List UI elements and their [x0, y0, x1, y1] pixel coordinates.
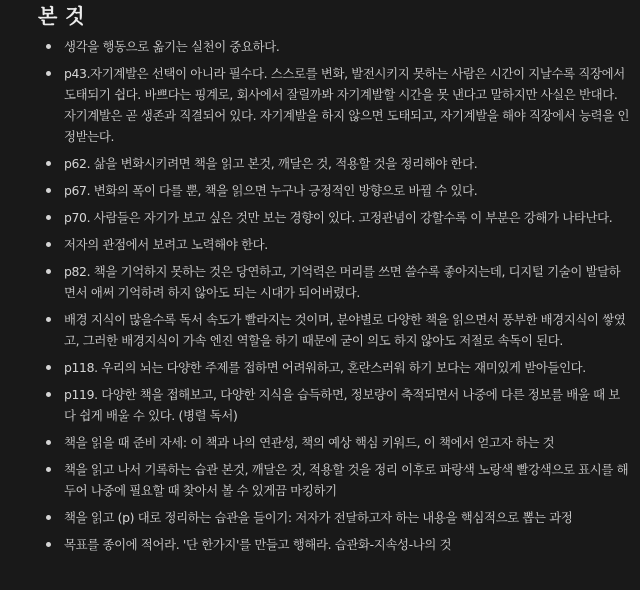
list-item-text: p43.자기계발은 선택이 아니라 필수다. 스스로를 변화, 발전시키지 못하는 사람은 시간이 지날수록 직장에서 도태되기 쉽다. 바쁘다는 핑계로, 회사에서 잘릴까봐 자기계발할 시간을 못 낸다고 말하지만 사실은 반대다. 자기계발은 곧 생존과 직결되어 있다. 자기계발을 하지 않으면 도태되고, 자기계발을 해야 직장에서 능력을 인정받는다. — [64, 66, 630, 144]
bullet-icon — [46, 467, 51, 472]
bullet-icon — [46, 317, 51, 322]
list-item-text: 배경 지식이 많을수록 독서 속도가 빨라지는 것이며, 분야별로 다양한 책을 읽으면서 풍부한 배경지식이 쌓였고, 그러한 배경지식이 가속 엔진 역할을 하기 때문에 굳이 의도 하지 않아도 저절로 속독이 된다. — [64, 312, 626, 348]
bullet-icon — [46, 215, 51, 220]
list-item-text: p119. 다양한 책을 접해보고, 다양한 지식을 습득하면, 정보량이 축적되면서 나중에 다른 정보를 배울 때 보다 쉽게 배울 수 있다. (병렬 독서) — [64, 387, 620, 423]
bullet-icon — [46, 71, 51, 76]
bullet-icon — [46, 392, 51, 397]
bullet-icon — [46, 242, 51, 247]
list-item-text: p67. 변화의 폭이 다를 뿐, 책을 읽으면 누구나 긍정적인 방향으로 바뀔 수 있다. — [64, 183, 478, 198]
bullet-icon — [46, 44, 51, 49]
list-item-text: 목표를 종이에 적어라. '단 한가지'를 만들고 행해라. 습관화-지속성-나의 것 — [64, 537, 452, 552]
list-item-text: p118. 우리의 뇌는 다양한 주제를 접하면 어려워하고, 혼란스러워 하기 보다는 재미있게 받아들인다. — [64, 360, 586, 375]
list-item-text: 책을 읽고 (p) 대로 정리하는 습관을 들이기: 저자가 전달하고자 하는 내용을 핵심적으로 뽑는 과정 — [64, 510, 573, 525]
bullet-icon — [46, 365, 51, 370]
list-item[interactable] — [38, 180, 640, 201]
list-item[interactable] — [38, 36, 640, 57]
list-item-text: p70. 사람들은 자기가 보고 싶은 것만 보는 경향이 있다. 고정관념이 강할수록 이 부분은 강해가 나타난다. — [64, 210, 613, 225]
list-item[interactable] — [38, 261, 640, 303]
bullet-icon — [46, 515, 51, 520]
list-item[interactable] — [38, 234, 640, 255]
bullet-icon — [46, 440, 51, 445]
bullet-icon — [46, 188, 51, 193]
list-item-text: 책을 읽을 때 준비 자세: 이 책과 나의 연관성, 책의 예상 핵심 키워드, 이 책에서 얻고자 하는 것 — [64, 435, 555, 450]
list-item[interactable] — [38, 207, 640, 228]
list-item[interactable] — [38, 309, 640, 351]
list-item[interactable] — [38, 459, 640, 501]
list-item[interactable] — [38, 357, 640, 378]
list-item[interactable] — [38, 534, 640, 555]
list-item-text: p62. 삶을 변화시키려면 책을 읽고 본것, 깨달은 것, 적용할 것을 정리해야 한다. — [64, 156, 478, 171]
list-item[interactable] — [38, 153, 640, 174]
list-item-text: 책을 읽고 나서 기록하는 습관 본것, 깨달은 것, 적용할 것을 정리 이후로 파랑색 노랑색 빨강색으로 표시를 해두어 나중에 필요할 때 찾아서 볼 수 있게끔 마킹하기 — [64, 462, 629, 498]
bullet-icon — [46, 542, 51, 547]
list-item[interactable] — [38, 63, 640, 147]
list-item-text: 저자의 관점에서 보려고 노력해야 한다. — [64, 237, 268, 252]
bullet-icon — [46, 269, 51, 274]
list-item-text: p82. 책을 기억하지 못하는 것은 당연하고, 기억력은 머리를 쓰면 쓸수록 좋아지는데, 디지털 기술이 발달하면서 애써 기억하려 하지 않아도 되는 시대가 되어버렸다. — [64, 264, 621, 300]
section-heading: 본 것 — [38, 4, 86, 28]
list-item[interactable] — [38, 507, 640, 528]
list-item-text: 생각을 행동으로 옮기는 실천이 중요하다. — [64, 39, 280, 54]
list-item[interactable] — [38, 432, 640, 453]
bullet-icon — [46, 161, 51, 166]
bullet-list — [38, 36, 640, 555]
list-item[interactable] — [38, 384, 640, 426]
